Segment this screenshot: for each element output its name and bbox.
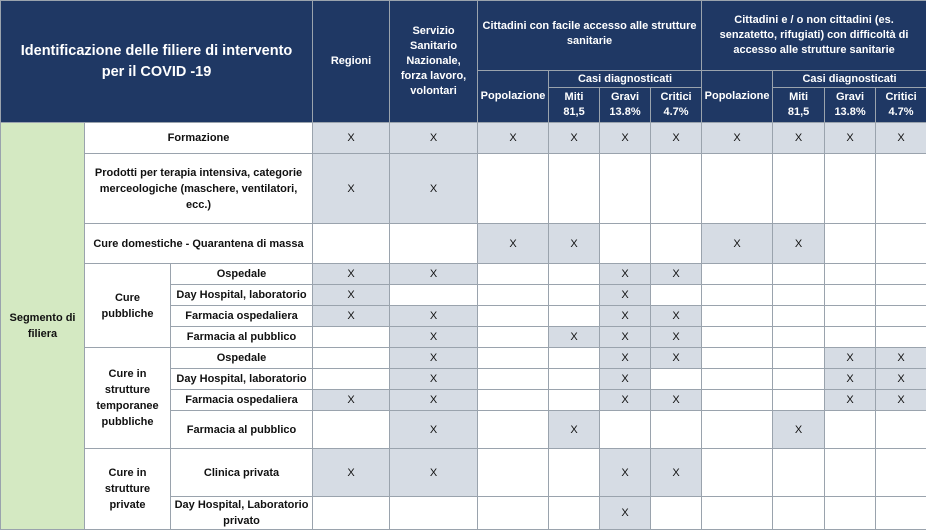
table-row <box>1 449 926 497</box>
mark-cell-x: X <box>600 306 651 327</box>
mark-cell-x: X <box>876 123 926 154</box>
table-row <box>1 123 926 154</box>
mark-cell-x: X <box>876 390 926 411</box>
mark-cell-x: X <box>313 123 390 154</box>
empty-cell <box>549 306 600 327</box>
empty-cell <box>876 306 926 327</box>
empty-cell <box>651 411 702 449</box>
row-label: Prodotti per terapia intensiva, categorie merceologiche (maschere, ventilatori, ecc.) <box>85 154 313 224</box>
empty-cell <box>773 154 825 224</box>
empty-cell <box>876 224 926 264</box>
empty-cell <box>651 224 702 264</box>
mark-cell-x: X <box>825 123 876 154</box>
empty-cell <box>773 497 825 530</box>
empty-cell <box>313 411 390 449</box>
empty-cell <box>478 306 549 327</box>
mark-cell-x: X <box>651 123 702 154</box>
table-row <box>1 348 926 369</box>
row-label: Clinica privata <box>171 449 313 497</box>
mark-cell-x: X <box>600 497 651 530</box>
mark-cell-x: X <box>313 154 390 224</box>
empty-cell <box>702 306 773 327</box>
mark-cell-x: X <box>313 264 390 285</box>
mark-cell-x: X <box>390 327 478 348</box>
empty-cell <box>651 285 702 306</box>
empty-cell <box>876 154 926 224</box>
empty-cell <box>825 154 876 224</box>
mark-cell-x: X <box>478 123 549 154</box>
row-label: Formazione <box>85 123 313 154</box>
mark-cell-x: X <box>825 390 876 411</box>
empty-cell <box>478 327 549 348</box>
table-row <box>1 154 926 224</box>
mark-cell-x: X <box>876 348 926 369</box>
row-label: Farmacia al pubblico <box>171 327 313 348</box>
empty-cell <box>313 348 390 369</box>
header-regioni: Regioni <box>313 1 390 123</box>
empty-cell <box>549 497 600 530</box>
empty-cell <box>825 497 876 530</box>
mark-cell-x: X <box>549 411 600 449</box>
empty-cell <box>876 264 926 285</box>
mark-cell-x: X <box>313 285 390 306</box>
header-miti-2: Miti 81,5 <box>773 88 825 123</box>
mark-cell-x: X <box>600 123 651 154</box>
empty-cell <box>478 411 549 449</box>
empty-cell <box>549 369 600 390</box>
empty-cell <box>702 369 773 390</box>
empty-cell <box>478 285 549 306</box>
header-miti-1: Miti 81,5 <box>549 88 600 123</box>
mark-cell-x: X <box>390 264 478 285</box>
mark-cell-x: X <box>549 224 600 264</box>
mark-cell-x: X <box>313 306 390 327</box>
empty-cell <box>478 369 549 390</box>
mark-cell-x: X <box>390 411 478 449</box>
row-label: Farmacia ospedaliera <box>171 390 313 411</box>
empty-cell <box>876 497 926 530</box>
empty-cell <box>702 390 773 411</box>
empty-cell <box>825 411 876 449</box>
mark-cell-x: X <box>651 449 702 497</box>
group-label-cure-temporanee: Cure in strutture temporanee pubbliche <box>85 348 171 449</box>
table-row <box>1 224 926 264</box>
empty-cell <box>825 285 876 306</box>
group-label-cure-pubbliche: Cure pubbliche <box>85 264 171 348</box>
segment-label: Segmento di filiera <box>1 123 85 530</box>
row-label: Farmacia al pubblico <box>171 411 313 449</box>
table-title: Identificazione delle filiere di intervento per il COVID -19 <box>1 1 313 123</box>
header-popolazione-1: Popolazione <box>478 71 549 123</box>
empty-cell <box>876 411 926 449</box>
empty-cell <box>549 449 600 497</box>
mark-cell-x: X <box>390 306 478 327</box>
empty-cell <box>390 224 478 264</box>
empty-cell <box>702 327 773 348</box>
row-label: Ospedale <box>171 348 313 369</box>
mark-cell-x: X <box>702 224 773 264</box>
mark-cell-x: X <box>651 264 702 285</box>
mark-cell-x: X <box>773 123 825 154</box>
empty-cell <box>773 348 825 369</box>
header-critici-1: Critici 4.7% <box>651 88 702 123</box>
empty-cell <box>825 306 876 327</box>
row-label: Farmacia ospedaliera <box>171 306 313 327</box>
empty-cell <box>549 154 600 224</box>
empty-cell <box>773 327 825 348</box>
empty-cell <box>773 264 825 285</box>
empty-cell <box>702 264 773 285</box>
mark-cell-x: X <box>600 348 651 369</box>
row-label: Day Hospital, Laboratorio privato <box>171 497 313 530</box>
empty-cell <box>600 411 651 449</box>
row-label: Cure domestiche - Quarantena di massa <box>85 224 313 264</box>
mark-cell-x: X <box>825 369 876 390</box>
empty-cell <box>478 154 549 224</box>
header-casi-1: Casi diagnosticati <box>549 71 702 88</box>
empty-cell <box>773 390 825 411</box>
empty-cell <box>702 449 773 497</box>
empty-cell <box>313 327 390 348</box>
empty-cell <box>825 264 876 285</box>
mark-cell-x: X <box>600 449 651 497</box>
mark-cell-x: X <box>651 327 702 348</box>
mark-cell-x: X <box>651 348 702 369</box>
empty-cell <box>313 369 390 390</box>
empty-cell <box>549 285 600 306</box>
empty-cell <box>478 449 549 497</box>
empty-cell <box>478 390 549 411</box>
mark-cell-x: X <box>600 285 651 306</box>
empty-cell <box>773 449 825 497</box>
header-ssn: Servizio Sanitario Nazionale, forza lavoro, volontari <box>390 1 478 123</box>
empty-cell <box>549 348 600 369</box>
empty-cell <box>773 369 825 390</box>
mark-cell-x: X <box>651 306 702 327</box>
empty-cell <box>390 497 478 530</box>
mark-cell-x: X <box>390 154 478 224</box>
mark-cell-x: X <box>390 369 478 390</box>
empty-cell <box>478 348 549 369</box>
mark-cell-x: X <box>390 449 478 497</box>
empty-cell <box>702 285 773 306</box>
row-label: Ospedale <box>171 264 313 285</box>
empty-cell <box>478 497 549 530</box>
mark-cell-x: X <box>773 224 825 264</box>
empty-cell <box>549 264 600 285</box>
mark-cell-x: X <box>313 390 390 411</box>
empty-cell <box>702 497 773 530</box>
mark-cell-x: X <box>478 224 549 264</box>
mark-cell-x: X <box>390 348 478 369</box>
empty-cell <box>876 285 926 306</box>
mark-cell-x: X <box>876 369 926 390</box>
header-popolazione-2: Popolazione <box>702 71 773 123</box>
mark-cell-x: X <box>702 123 773 154</box>
header-group-facile-accesso: Cittadini con facile accesso alle strutture sanitarie <box>478 1 702 71</box>
empty-cell <box>825 327 876 348</box>
empty-cell <box>651 154 702 224</box>
mark-cell-x: X <box>600 390 651 411</box>
empty-cell <box>549 390 600 411</box>
empty-cell <box>478 264 549 285</box>
header-gravi-2: Gravi 13.8% <box>825 88 876 123</box>
empty-cell <box>651 497 702 530</box>
mark-cell-x: X <box>390 123 478 154</box>
empty-cell <box>825 449 876 497</box>
mark-cell-x: X <box>773 411 825 449</box>
mark-cell-x: X <box>600 369 651 390</box>
table-row <box>1 264 926 285</box>
mark-cell-x: X <box>390 390 478 411</box>
empty-cell <box>651 369 702 390</box>
empty-cell <box>702 411 773 449</box>
empty-cell <box>600 154 651 224</box>
empty-cell <box>390 285 478 306</box>
header-gravi-1: Gravi 13.8% <box>600 88 651 123</box>
empty-cell <box>313 497 390 530</box>
empty-cell <box>825 224 876 264</box>
row-label: Day Hospital, laboratorio <box>171 369 313 390</box>
empty-cell <box>600 224 651 264</box>
empty-cell <box>773 306 825 327</box>
mark-cell-x: X <box>600 264 651 285</box>
group-label-cure-private: Cure in strutture private <box>85 449 171 530</box>
header-critici-2: Critici 4.7% <box>876 88 926 123</box>
mark-cell-x: X <box>825 348 876 369</box>
empty-cell <box>702 154 773 224</box>
header-group-difficolta-accesso: Cittadini e / o non cittadini (es. senzatetto, rifugiati) con difficoltà di accesso alle strutture sanitarie <box>702 1 926 71</box>
header-casi-2: Casi diagnosticati <box>773 71 926 88</box>
empty-cell <box>313 224 390 264</box>
empty-cell <box>702 348 773 369</box>
mark-cell-x: X <box>313 449 390 497</box>
empty-cell <box>876 327 926 348</box>
mark-cell-x: X <box>600 327 651 348</box>
row-label: Day Hospital, laboratorio <box>171 285 313 306</box>
empty-cell <box>876 449 926 497</box>
mark-cell-x: X <box>549 327 600 348</box>
empty-cell <box>773 285 825 306</box>
mark-cell-x: X <box>651 390 702 411</box>
mark-cell-x: X <box>549 123 600 154</box>
